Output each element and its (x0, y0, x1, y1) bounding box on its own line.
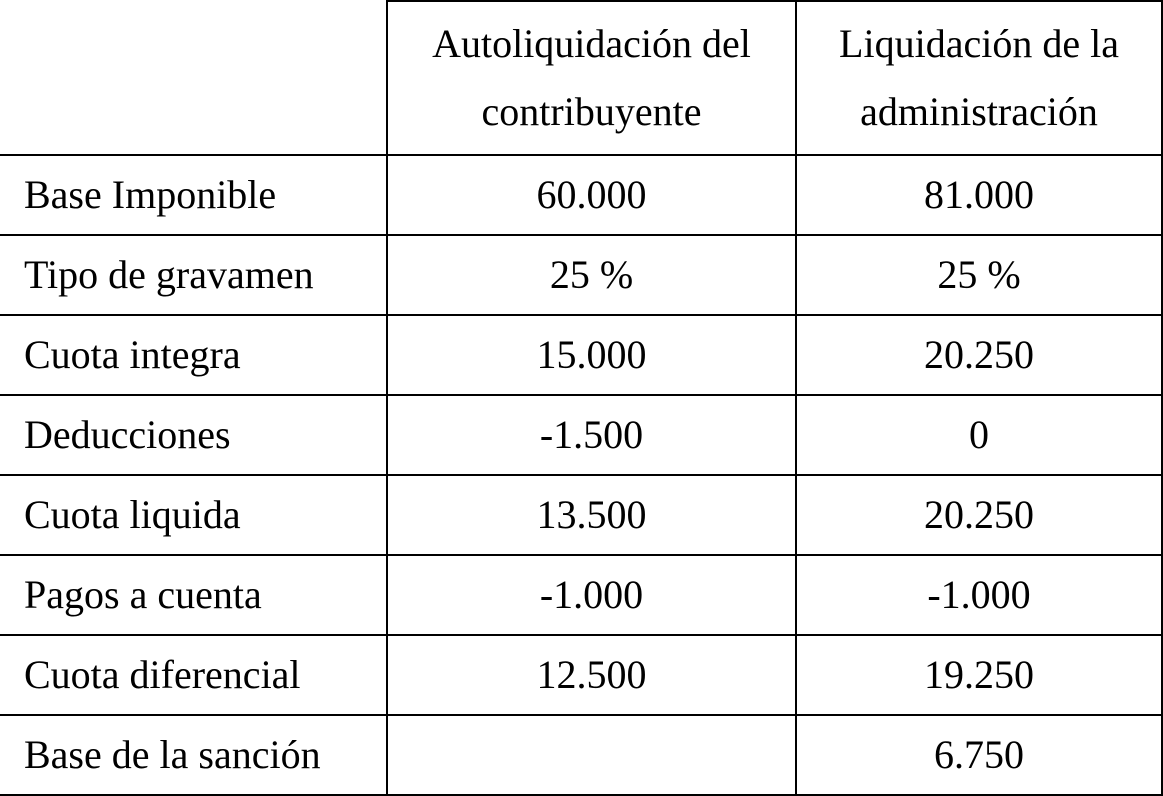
header-autoliquidacion-line2: contribuyente (481, 89, 702, 134)
administracion-value: 6.750 (796, 715, 1162, 795)
autoliquidacion-value: -1.000 (387, 555, 796, 635)
row-label: Base Imponible (0, 155, 387, 235)
corner-cell (0, 1, 387, 155)
administracion-value: 20.250 (796, 315, 1162, 395)
autoliquidacion-value: 13.500 (387, 475, 796, 555)
row-label: Cuota liquida (0, 475, 387, 555)
administracion-value: -1.000 (796, 555, 1162, 635)
row-label: Pagos a cuenta (0, 555, 387, 635)
table-row (0, 635, 1162, 715)
table-row (0, 235, 1162, 315)
administracion-value: 20.250 (796, 475, 1162, 555)
header-administracion-line2: administración (860, 89, 1098, 134)
header-administracion (796, 1, 1162, 155)
table-row (0, 395, 1162, 475)
table-row (0, 155, 1162, 235)
table-row (0, 315, 1162, 395)
administracion-value: 19.250 (796, 635, 1162, 715)
row-label: Base de la sanción (0, 715, 387, 795)
header-autoliquidacion (387, 1, 796, 155)
autoliquidacion-value: -1.500 (387, 395, 796, 475)
header-autoliquidacion-line1: Autoliquidación del (432, 21, 751, 66)
autoliquidacion-value: 25 % (387, 235, 796, 315)
table-row (0, 715, 1162, 795)
header-administracion-line1: Liquidación de la (839, 21, 1119, 66)
autoliquidacion-value: 15.000 (387, 315, 796, 395)
table-row (0, 555, 1162, 635)
autoliquidacion-value (387, 715, 796, 795)
administracion-value: 25 % (796, 235, 1162, 315)
row-label: Tipo de gravamen (0, 235, 387, 315)
row-label: Cuota integra (0, 315, 387, 395)
header-row (0, 1, 1162, 155)
autoliquidacion-value: 60.000 (387, 155, 796, 235)
administracion-value: 81.000 (796, 155, 1162, 235)
autoliquidacion-value: 12.500 (387, 635, 796, 715)
administracion-value: 0 (796, 395, 1162, 475)
row-label: Cuota diferencial (0, 635, 387, 715)
row-label: Deducciones (0, 395, 387, 475)
table-row (0, 475, 1162, 555)
